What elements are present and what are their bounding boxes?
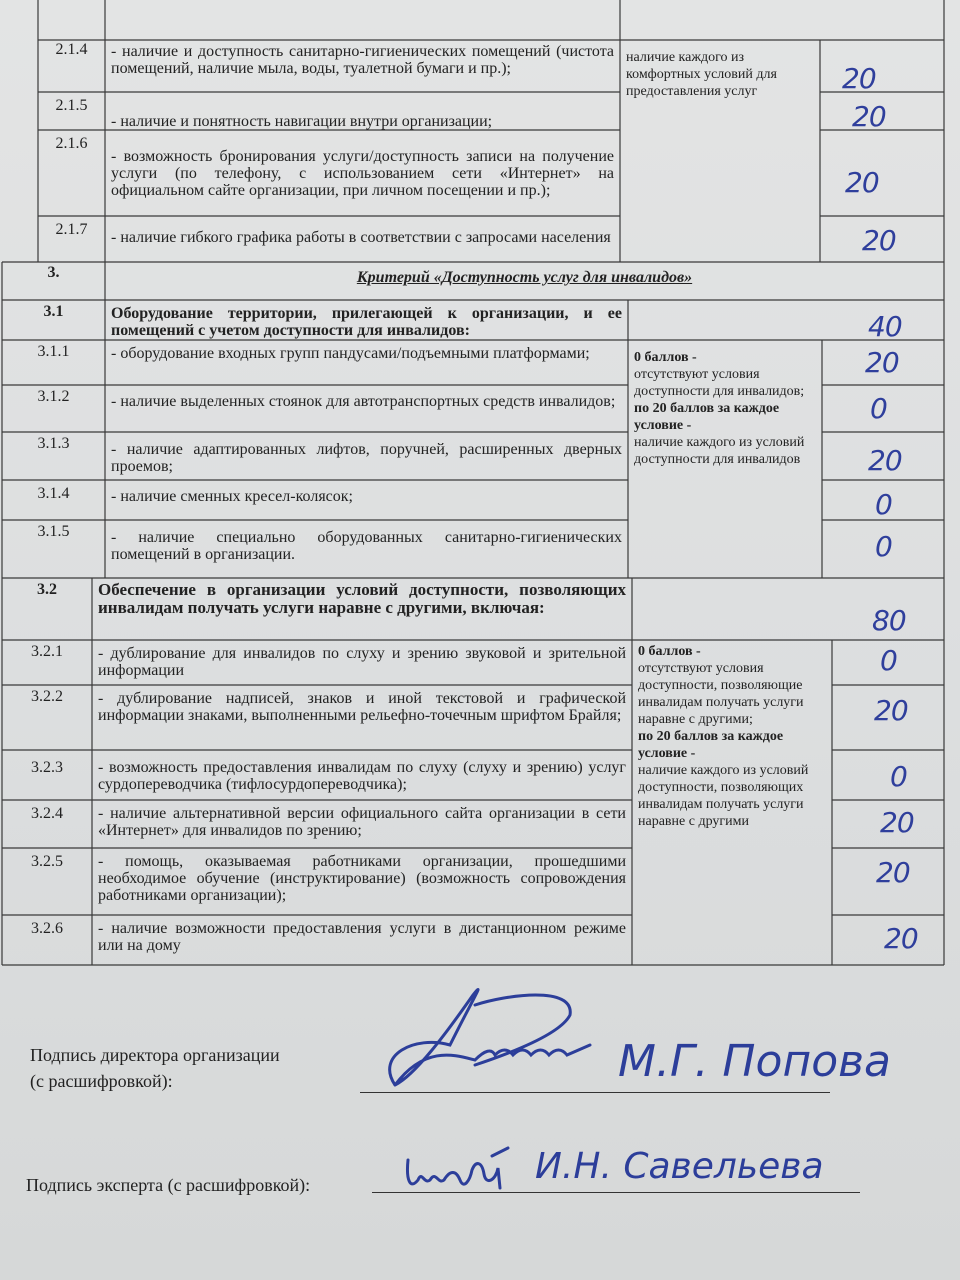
row-number: 3.1.1 bbox=[37, 343, 70, 360]
expert-signature-scribble bbox=[400, 1140, 530, 1210]
score-handwritten: 40 bbox=[868, 310, 902, 343]
row-number: 2.1.5 bbox=[55, 97, 88, 114]
row-number: 3.2.4 bbox=[31, 805, 63, 822]
director-signature-label: Подпись директора организации bbox=[30, 1045, 280, 1065]
row-description: - наличие гибкого графика работы в соответствии с запросами населения bbox=[111, 229, 611, 246]
row-description: - оборудование входных групп пандусами/подъемными платформами; bbox=[111, 345, 590, 362]
expert-signature-label: Подпись эксперта (с расшифровкой): bbox=[26, 1175, 311, 1195]
row-description: Обеспечение в организации условий доступности, позволяющих инвалидам получать услуги наравне с другими, включая: bbox=[98, 580, 626, 617]
score-handwritten: 20 bbox=[868, 444, 902, 477]
score-handwritten: 20 bbox=[884, 922, 918, 955]
row-number: 3.1.5 bbox=[37, 523, 70, 540]
score-handwritten: 20 bbox=[862, 224, 896, 257]
score-handwritten: 20 bbox=[845, 166, 879, 199]
row-description: - наличие сменных кресел-колясок; bbox=[111, 488, 353, 505]
row-description: - наличие возможности предоставления услуги в дистанционном режиме или на дому bbox=[98, 920, 626, 954]
score-handwritten: 20 bbox=[876, 856, 910, 889]
row-number: 3.1 bbox=[43, 303, 64, 320]
note-condition-desc: наличие каждого из условий доступности, позволяющих инвалидам получать услуги наравне с другими bbox=[638, 763, 809, 829]
row-number: 3.2 bbox=[37, 581, 57, 598]
director-signature-scribble bbox=[355, 975, 605, 1105]
row-number: 2.1.7 bbox=[55, 221, 88, 238]
row-number: 2.1.4 bbox=[55, 41, 88, 58]
row-description: - наличие альтернативной версии официального сайта организации в сети «Интернет» для инвалидов по зрению; bbox=[98, 805, 626, 839]
criteria-note-3-2 bbox=[632, 640, 832, 833]
score-handwritten: 0 bbox=[870, 392, 887, 425]
row-description: - дублирование надписей, знаков и иной текстовой и графической информации знаками, выполненными рельефно-точечным шрифтом Брайля; bbox=[98, 690, 626, 724]
row-description: - наличие выделенных стоянок для автотранспортных средств инвалидов; bbox=[111, 393, 616, 410]
row-number: 3.2.1 bbox=[31, 643, 63, 660]
row-number: 3.2.6 bbox=[31, 920, 63, 937]
row-description: - наличие специально оборудованных санитарно-гигиенических помещений в организации. bbox=[111, 529, 622, 563]
row-description: - наличие и доступность санитарно-гигиенических помещений (чистота помещений, наличие мыла, воды, туалетной бумаги и пр.); bbox=[111, 43, 614, 77]
score-handwritten: 20 bbox=[880, 806, 914, 839]
director-name-handwritten: М.Г. Попова bbox=[618, 1036, 892, 1087]
expert-name-handwritten: И.Н. Савельева bbox=[535, 1146, 824, 1187]
note-condition-desc: наличие каждого из условий доступности для инвалидов bbox=[634, 435, 805, 467]
note-zero-desc: отсутствуют условия доступности, позволяющие инвалидам получать услуги наравне с другими; bbox=[638, 661, 804, 727]
score-handwritten: 20 bbox=[842, 62, 876, 95]
row-description: Оборудование территории, прилегающей к организации, и ее помещений с учетом доступности для инвалидов: bbox=[111, 305, 622, 339]
row-description: - дублирование для инвалидов по слуху и зрению звуковой и зрительной информации bbox=[98, 645, 626, 679]
criteria-note-3-1 bbox=[628, 346, 822, 471]
score-handwritten: 0 bbox=[875, 488, 892, 521]
score-handwritten: 0 bbox=[890, 760, 907, 793]
score-handwritten: 20 bbox=[865, 346, 899, 379]
row-description: - возможность предоставления инвалидам по слуху (слуху и зрению) услуг сурдопереводчика (тифлосурдопереводчика); bbox=[98, 759, 626, 793]
row-number: 3.1.4 bbox=[37, 485, 70, 502]
note-per-condition: по 20 баллов за каждое условие - bbox=[638, 729, 784, 761]
row-number: 3.1.3 bbox=[37, 435, 70, 452]
score-handwritten: 80 bbox=[872, 604, 906, 637]
note-per-condition: по 20 баллов за каждое условие - bbox=[634, 401, 780, 433]
row-description: - наличие адаптированных лифтов, поручней, расширенных дверных проемов; bbox=[111, 441, 622, 475]
score-handwritten: 0 bbox=[875, 530, 892, 563]
note-zero-desc: отсутствуют условия доступности для инвалидов; bbox=[634, 367, 805, 399]
director-signature-label-2: (с расшифровкой): bbox=[30, 1071, 173, 1091]
score-handwritten: 20 bbox=[852, 100, 886, 133]
row-number: 3.2.2 bbox=[31, 688, 63, 705]
criterion-title: Критерий «Доступность услуг для инвалидов» bbox=[356, 269, 693, 286]
row-number: 3.2.3 bbox=[31, 759, 63, 776]
row-description: - возможность бронирования услуги/доступность записи на получение услуги (по телефону, с использованием сети «Интернет» на официальном сайте организации, при личном посещении и пр.); bbox=[111, 148, 614, 199]
row-description: - помощь, оказываемая работниками организации, прошедшими необходимое обучение (инструктирование) (возможность сопровождения работниками организации); bbox=[98, 853, 626, 904]
score-handwritten: 0 bbox=[880, 644, 897, 677]
criteria-note-comfort: наличие каждого из комфортных условий для предоставления услуг bbox=[626, 50, 777, 99]
note-zero-points: 0 баллов - bbox=[638, 644, 701, 659]
row-number: 3. bbox=[47, 264, 60, 281]
row-number: 3.2.5 bbox=[31, 853, 63, 870]
row-number: 3.1.2 bbox=[37, 388, 70, 405]
row-number: 2.1.6 bbox=[55, 135, 88, 152]
row-description: - наличие и понятность навигации внутри организации; bbox=[111, 113, 493, 130]
score-handwritten: 20 bbox=[874, 694, 908, 727]
note-zero-points: 0 баллов - bbox=[634, 350, 697, 365]
